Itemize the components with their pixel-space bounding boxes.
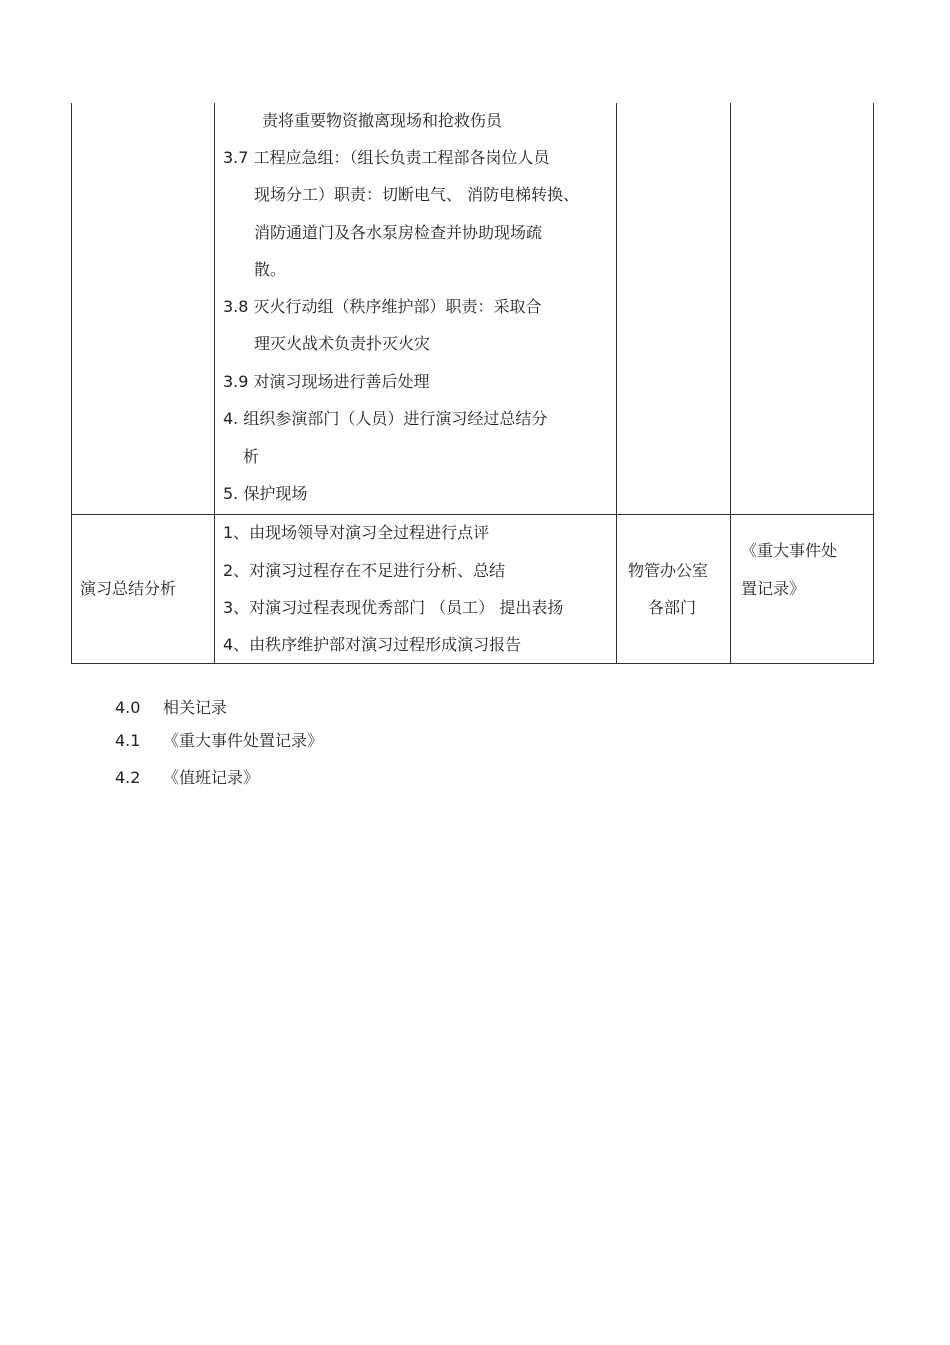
row1-step-line: 析 xyxy=(243,447,260,466)
row1-step-line: 消防通道门及各水泵房检查并协助现场疏 xyxy=(254,223,543,242)
row2-stage-label: 演习总结分析 xyxy=(80,579,177,598)
row2-step-line: 2、对演习过程存在不足进行分析、总结 xyxy=(223,561,506,580)
row1-step-line: 3.8 灭火行动组（秩序维护部）职责：采取合 xyxy=(223,297,542,316)
table-col-divider-1 xyxy=(214,103,215,664)
row1-step-line: 理灭火战术负责扑灭火灾 xyxy=(254,334,431,353)
row1-step-line: 4. 组织参演部门（人员）进行演习经过总结分 xyxy=(223,409,548,428)
row2-responsible: 各部门 xyxy=(648,598,697,617)
row2-step-line: 1、由现场领导对演习全过程进行点评 xyxy=(223,523,490,542)
section-heading-number: 4.0 xyxy=(115,698,141,717)
row2-record: 《重大事件处 xyxy=(741,541,838,560)
table-right-border xyxy=(873,103,874,664)
row1-step-line: 散。 xyxy=(254,260,287,279)
table-col-divider-3 xyxy=(730,103,731,664)
row1-step-line: 现场分工）职责：切断电气、 消防电梯转换、 xyxy=(254,185,580,204)
record-item-number: 4.2 xyxy=(115,768,141,787)
record-item-text: 《重大事件处置记录》 xyxy=(163,731,324,750)
table-bottom-border xyxy=(71,663,874,664)
row1-step-line: 3.9 对演习现场进行善后处理 xyxy=(223,372,430,391)
table-col-divider-2 xyxy=(616,103,617,664)
section-heading-text: 相关记录 xyxy=(163,698,228,717)
record-item-number: 4.1 xyxy=(115,731,141,750)
row1-step-line: 3.7 工程应急组：（组长负责工程部各岗位人员 xyxy=(223,148,550,167)
row1-step-line: 责将重要物资撤离现场和抢救伤员 xyxy=(262,111,503,130)
row2-step-line: 4、由秩序维护部对演习过程形成演习报告 xyxy=(223,635,522,654)
row2-record: 置记录》 xyxy=(741,579,806,598)
record-item-text: 《值班记录》 xyxy=(163,768,260,787)
table-row-divider xyxy=(71,514,874,515)
row1-step-line: 5. 保护现场 xyxy=(223,484,308,503)
row2-step-line: 3、对演习过程表现优秀部门 （员工） 提出表扬 xyxy=(223,598,564,617)
row2-responsible: 物管办公室 xyxy=(628,561,709,580)
table-left-border xyxy=(71,103,72,664)
